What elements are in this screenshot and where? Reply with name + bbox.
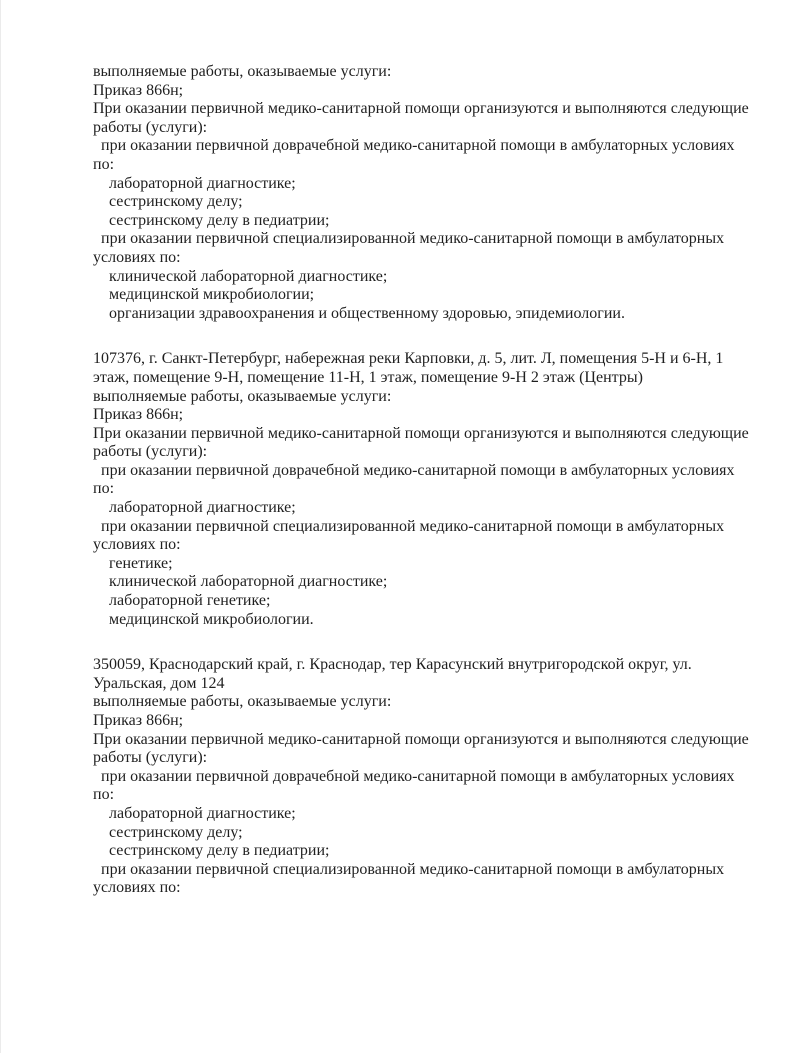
document-line: при оказании первичной специализированной медико-санитарной помощи в амбулаторных	[93, 517, 725, 535]
document-line: работы (услуги):	[93, 443, 208, 461]
document-page	[1, 0, 793, 1053]
document-line: по:	[93, 480, 115, 498]
document-line: при оказании первичной специализированной медико-санитарной помощи в амбулаторных	[93, 230, 725, 248]
document-line: по:	[93, 786, 115, 804]
document-line: работы (услуги):	[93, 118, 208, 136]
document-line: при оказании первичной доврачебной медико-санитарной помощи в амбулаторных условиях	[93, 137, 735, 155]
document-line: сестринскому делу в педиатрии;	[93, 211, 330, 229]
document-line: генетике;	[93, 554, 173, 572]
document-line: Уральская, дом 124	[93, 674, 225, 692]
document-line: сестринскому делу в педиатрии;	[93, 842, 330, 860]
document-section	[93, 350, 758, 629]
document-line: этаж, помещение 9-Н, помещение 11-Н, 1 этаж, помещение 9-Н 2 этаж (Центры)	[93, 368, 643, 386]
document-line: организации здравоохранения и общественному здоровью, эпидемиологии.	[93, 304, 625, 322]
document-line: клинической лабораторной диагностике;	[93, 267, 388, 285]
document-line: условиях по:	[93, 536, 181, 554]
document-line: 107376, г. Санкт-Петербург, набережная реки Карповки, д. 5, лит. Л, помещения 5-Н и 6-Н, 1	[93, 350, 724, 368]
document-line: Приказ 866н;	[93, 81, 184, 99]
document-line: При оказании первичной медико-санитарной помощи организуются и выполняются следующие	[93, 424, 749, 442]
document-line: клинической лабораторной диагностике;	[93, 573, 388, 591]
document-line: лабораторной диагностике;	[93, 174, 296, 192]
document-line: лабораторной диагностике;	[93, 499, 296, 517]
document-line: лабораторной генетике;	[93, 592, 271, 610]
document-line: Приказ 866н;	[93, 712, 184, 729]
document-line: сестринскому делу;	[93, 823, 243, 841]
document-line: медицинской микробиологии.	[93, 610, 314, 628]
document-line: по:	[93, 155, 115, 173]
document-line: выполняемые работы, оказываемые услуги:	[93, 693, 392, 711]
document-line: при оказании первичной доврачебной медико-санитарной помощи в амбулаторных условиях	[93, 461, 735, 479]
document-line: условиях по:	[93, 248, 181, 266]
document-line: работы (услуги):	[93, 749, 208, 767]
document-line: выполняемые работы, оказываемые услуги:	[93, 63, 392, 80]
document-line: При оказании первичной медико-санитарной помощи организуются и выполняются следующие	[93, 730, 749, 748]
document-line: медицинской микробиологии;	[93, 286, 315, 304]
document-line: 350059, Краснодарский край, г. Краснодар, тер Карасунский внутригородской округ, ул.	[93, 656, 692, 674]
document-line: Приказ 866н;	[93, 406, 184, 424]
document-section	[93, 656, 758, 898]
document-line: при оказании первичной специализированной медико-санитарной помощи в амбулаторных	[93, 860, 725, 878]
document-line: При оказании первичной медико-санитарной помощи организуются и выполняются следующие	[93, 100, 749, 118]
document-line: при оказании первичной доврачебной медико-санитарной помощи в амбулаторных условиях	[93, 767, 735, 785]
document-section	[93, 63, 758, 323]
document-line: лабораторной диагностике;	[93, 804, 296, 822]
document-line: условиях по:	[93, 879, 181, 897]
document-line: сестринскому делу;	[93, 193, 243, 211]
document-line: выполняемые работы, оказываемые услуги:	[93, 387, 392, 405]
